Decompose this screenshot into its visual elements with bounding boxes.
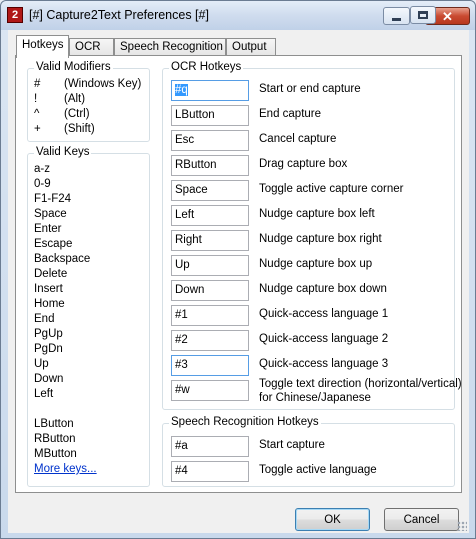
hotkey-label: Drag capture box [259, 158, 348, 170]
hotkey-label: Nudge capture box up [259, 258, 373, 270]
valid-modifiers-title: Valid Modifiers [36, 61, 111, 73]
hotkey-label: Toggle active capture corner [259, 183, 404, 195]
key-item: MButton [34, 448, 77, 460]
tab-output[interactable]: Output [226, 38, 276, 57]
hotkey-input-text-direction[interactable]: #w [171, 380, 249, 401]
hotkey-label: End capture [259, 108, 322, 120]
key-item: Left [34, 388, 54, 400]
key-item: a-z [34, 163, 50, 175]
key-item: 0-9 [34, 178, 51, 190]
more-keys-link[interactable]: More keys... [34, 463, 97, 475]
key-item: Insert [34, 283, 63, 295]
modifier-desc: (Windows Key) [64, 78, 142, 90]
key-item: Up [34, 358, 49, 370]
hotkey-input-toggle-corner[interactable]: Space [171, 180, 249, 201]
valid-modifiers-group [27, 61, 150, 142]
key-item: Space [34, 208, 67, 220]
key-item: Home [34, 298, 65, 310]
hotkey-input-language-2[interactable]: #2 [171, 330, 249, 351]
key-item: Escape [34, 238, 73, 250]
hotkeys-panel [15, 55, 462, 493]
minimize-icon [392, 18, 401, 21]
key-item: PgDn [34, 343, 63, 355]
hotkey-input-end-capture[interactable]: LButton [171, 105, 249, 126]
hotkey-value: #q [175, 84, 188, 96]
speech-hotkeys-title: Speech Recognition Hotkeys [171, 416, 319, 428]
window-title: [#] Capture2Text Preferences [#] [29, 8, 209, 22]
modifier-symbol: ^ [34, 108, 40, 120]
key-item: PgUp [34, 328, 63, 340]
ocr-hotkeys-title: OCR Hotkeys [171, 61, 242, 73]
tab-ocr[interactable]: OCR [69, 38, 114, 57]
key-item: End [34, 313, 55, 325]
hotkey-input-nudge-down[interactable]: Down [171, 280, 249, 301]
close-icon: ✕ [442, 8, 453, 24]
key-item: LButton [34, 418, 74, 430]
maximize-icon [418, 11, 428, 19]
key-item: F1-F24 [34, 193, 72, 205]
hotkey-label: Toggle active language [259, 464, 377, 476]
hotkey-input-cancel-capture[interactable]: Esc [171, 130, 249, 151]
hotkey-input-nudge-right[interactable]: Right [171, 230, 249, 251]
cancel-button[interactable]: Cancel [384, 508, 459, 531]
speech-hotkeys-group [162, 416, 455, 487]
modifier-symbol: + [34, 123, 41, 135]
tab-hotkeys[interactable]: Hotkeys [16, 35, 69, 58]
hotkey-label-continued: for Chinese/Japanese [259, 392, 371, 404]
minimize-button[interactable] [383, 7, 410, 25]
hotkey-label: Nudge capture box right [259, 233, 382, 245]
modifier-symbol: # [34, 78, 41, 90]
key-item: Backspace [34, 253, 91, 265]
key-item: Down [34, 373, 64, 385]
maximize-button[interactable] [410, 6, 436, 24]
modifier-desc: (Ctrl) [64, 108, 90, 120]
hotkey-input-start-end-capture[interactable] [171, 80, 249, 101]
resize-grip[interactable] [457, 521, 467, 531]
key-item: Enter [34, 223, 62, 235]
modifier-symbol: ! [34, 93, 38, 105]
hotkey-label: Cancel capture [259, 133, 337, 145]
hotkey-input-language-1[interactable]: #1 [171, 305, 249, 326]
hotkey-label: Start or end capture [259, 83, 361, 95]
hotkey-input-toggle-speech-language[interactable]: #4 [171, 461, 249, 482]
hotkey-label: Nudge capture box left [259, 208, 375, 220]
valid-keys-group [27, 146, 150, 487]
hotkey-input-drag-capture-box[interactable]: RButton [171, 155, 249, 176]
hotkey-label: Nudge capture box down [259, 283, 387, 295]
hotkey-label: Quick-access language 3 [259, 358, 389, 370]
tab-speech-recognition[interactable]: Speech Recognition [114, 38, 226, 57]
hotkey-input-start-speech[interactable]: #a [171, 436, 249, 457]
hotkey-input-language-3[interactable]: #3 [171, 355, 249, 376]
title-bar[interactable] [1, 1, 475, 30]
modifier-desc: (Shift) [64, 123, 95, 135]
hotkey-label: Start capture [259, 439, 325, 451]
key-item: Delete [34, 268, 68, 280]
ok-button[interactable]: OK [295, 508, 370, 531]
ocr-hotkeys-group [162, 61, 462, 410]
modifier-desc: (Alt) [64, 93, 86, 105]
hotkey-label: Quick-access language 2 [259, 333, 389, 345]
key-item: RButton [34, 433, 76, 445]
app-icon: 2 [7, 7, 23, 23]
hotkey-label: Toggle text direction (horizontal/vertical) [259, 378, 462, 390]
hotkey-label: Quick-access language 1 [259, 308, 389, 320]
dialog-client [8, 30, 469, 533]
hotkey-input-nudge-left[interactable]: Left [171, 205, 249, 226]
hotkey-input-nudge-up[interactable]: Up [171, 255, 249, 276]
valid-keys-title: Valid Keys [36, 146, 90, 158]
